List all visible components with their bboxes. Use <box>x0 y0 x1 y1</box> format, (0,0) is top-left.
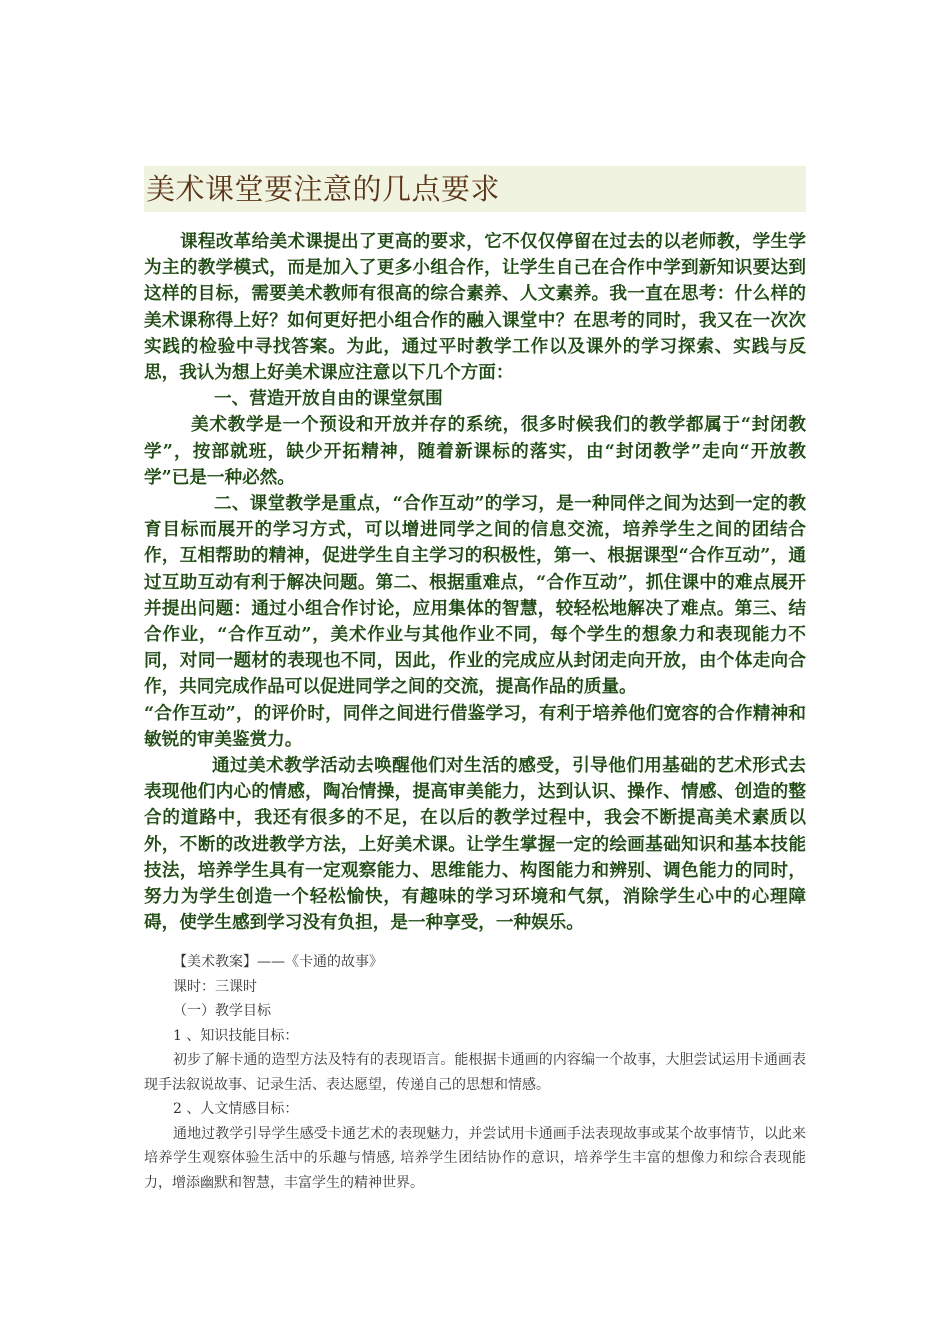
lesson-plan-section-1: （一）教学目标 <box>173 1003 271 1019</box>
goal-1-label: 1 、知识技能目标： <box>173 1027 299 1044</box>
article-paragraph-1: 美术教学是一个预设和开放并存的系统，很多时候我们的教学都属于“封闭教学”，按部就班，缺少开拓精神，随着新课标的落实，由“封闭教学”走向“开放教学”已是一种必然。 <box>144 414 806 488</box>
article-paragraph-evaluation: “合作互动”，的评价时，同伴之间进行借鉴学习，有利于培养他们宽容的合作精神和敏锐的审美鉴赏力。 <box>144 702 806 750</box>
article-conclusion: 通过美术教学活动去唤醒他们对生活的感受，引导他们用基础的艺术形式去表现他们内心的情感，陶冶情操，提高审美能力，达到认识、操作、情感、创造的整合的道路中，我还有很多的不足，在以后的教学过程中，我会不断提高美术素质以外，不断的改进教学方法，上好美术课。让学生掌握一定的绘画基础知识和基本技能技法，培养学生具有一定观察能力、思维能力、构图能力和辨别、调色能力的同时，努力为学生创造一个轻松愉快，有趣味的学习环境和气氛，消除学生心中的心理障碍，使学生感到学习没有负担，是一种享受，一种娱乐。 <box>144 755 806 934</box>
lesson-plan <box>144 950 806 1195</box>
goal-2-text: 通地过教学引导学生感受卡通艺术的表现魅力，并尝试用卡通画手法表现故事或某个故事情节，以此来培养学生观察体验生活中的乐趣与情感, 培养学生团结协作的意识，培养学生丰富的想像力和综合表现能力，增添幽默和智慧，丰富学生的精神世界。 <box>144 1125 806 1191</box>
article-body <box>144 229 806 936</box>
lesson-plan-title: 【美术教案】——《卡通的故事》 <box>173 954 383 970</box>
article-title-banner <box>144 166 806 212</box>
article-intro: 课程改革给美术课提出了更高的要求，它不仅仅停留在过去的以老师教，学生学为主的教学模式，而是加入了更多小组合作，让学生自己在合作中学到新知识要达到这样的目标，需要美术教师有很高的综合素养、人文素养。我一直在思考：什么样的美术课称得上好？如何更好把小组合作的融入课堂中？在思考的同时，我又在一次次实践的检验中寻找答案。为此，通过平时教学工作以及课外的学习探索、实践与反思，我认为想上好美术课应注意以下几个方面： <box>144 231 806 384</box>
section-heading-2-paragraph: 二、课堂教学是重点，“合作互动”的学习，是一种同伴之间为达到一定的教育目标而展开的学习方式，可以增进同学之间的信息交流，培养学生之间的团结合作，互相帮助的精神，促进学生自主学习的积极性，第一、根据课型“合作互动”，通过互助互动有利于解决问题。第二、根据重难点，“合作互动”，抓住课中的难点展开并提出问题：通过小组合作讨论，应用集体的智慧，较轻松地解决了难点。第三、结合作业，“合作互动”，美术作业与其他作业不同，每个学生的想象力和表现能力不同，对同一题材的表现也不同，因此，作业的完成应从封闭走向开放，由个体走向合作，共同完成作品可以促进同学之间的交流，提高作品的质量。 <box>144 493 806 698</box>
goal-1-text: 初步了解卡通的造型方法及特有的表现语言。能根据卡通画的内容编一个故事，大胆尝试运用卡通画表现手法叙说故事、记录生活、表达愿望，传递自己的思想和情感。 <box>144 1052 806 1093</box>
section-heading-1: 一、营造开放自由的课堂氛围 <box>214 388 443 410</box>
article-title: 美术课堂要注意的几点要求 <box>146 172 501 206</box>
lesson-plan-hours: 课时：三课时 <box>173 978 257 995</box>
goal-2-label: 2 、人文情感目标： <box>173 1101 299 1117</box>
